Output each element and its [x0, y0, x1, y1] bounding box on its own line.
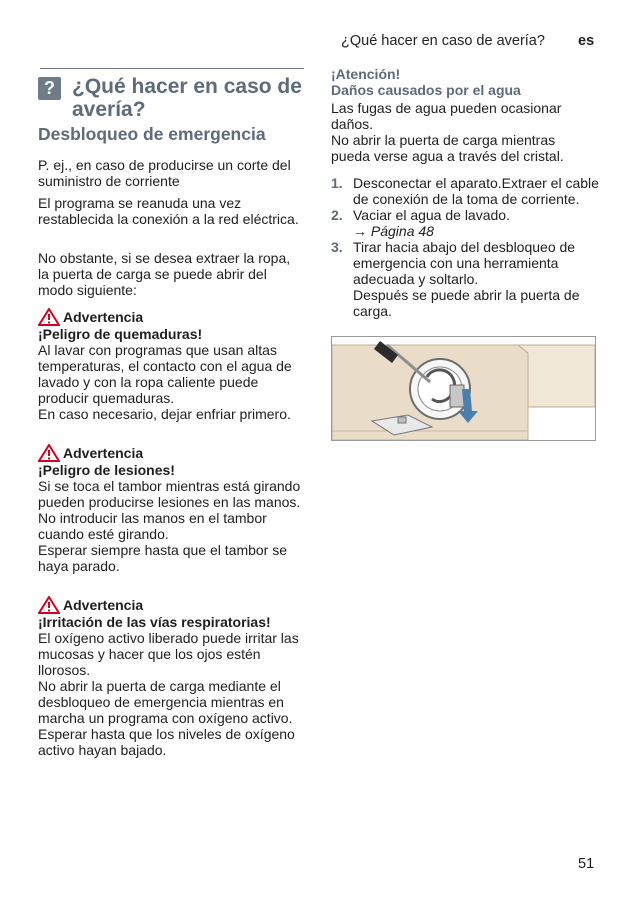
paragraph: No obstante, si se desea extraer la ropa, la puerta de carga se puede abrir del modo siguiente:	[38, 250, 291, 298]
warning-subtitle: ¡Peligro de quemaduras!	[38, 326, 203, 342]
header-title: ¿Qué hacer en caso de avería?	[341, 33, 545, 49]
warning-text: El oxígeno activo liberado puede irritar las mucosas y hacer que los ojos estén llorosos.	[38, 630, 299, 678]
warning-text: En caso necesario, dejar enfriar primero.	[38, 406, 291, 422]
warning-label: Advertencia	[63, 309, 144, 325]
warning-triangle-icon	[38, 308, 60, 326]
warning-box	[38, 444, 306, 574]
step-item	[331, 175, 599, 207]
paragraph: P. ej., en caso de producirse un corte del suministro de corriente	[38, 157, 291, 189]
step-text: Desconectar el aparato.Extraer el cable de conexión de la toma de corriente.	[353, 175, 599, 207]
warning-label: Advertencia	[63, 445, 144, 461]
attention-text: No abrir la puerta de carga mientras pueda verse agua a través del cristal.	[331, 132, 564, 164]
arrow-right-icon: →	[353, 223, 367, 239]
warning-triangle-icon	[38, 596, 60, 614]
header-language: es	[578, 33, 595, 49]
emergency-release-illustration	[331, 336, 596, 441]
step-number: 3.	[331, 239, 343, 255]
warning-box	[38, 596, 306, 758]
step-text: Vaciar el agua de lavado.	[353, 207, 510, 223]
warning-text: Esperar hasta que los niveles de oxígeno activo hayan bajado.	[38, 726, 295, 758]
paragraph: El programa se reanuda una vez restablecida la conexión a la red eléctrica.	[38, 195, 299, 227]
step-number: 1.	[331, 175, 343, 191]
title-rule	[40, 68, 304, 69]
attention-subtitle: Daños causados por el agua	[331, 82, 521, 98]
warning-header	[38, 444, 306, 462]
step-text: Después se puede abrir la puerta de carga.	[353, 287, 580, 319]
step-item	[331, 239, 599, 319]
page-reference-text: Página 48	[370, 223, 434, 239]
running-header	[0, 33, 638, 53]
page-number: 51	[578, 856, 595, 872]
page-title: ¿Qué hacer en caso de avería?	[72, 75, 302, 121]
warning-text: Esperar siempre hasta que el tambor se haya parado.	[38, 542, 288, 574]
warning-box	[38, 308, 306, 422]
attention-text: Las fugas de agua pueden ocasionar daños.	[331, 100, 562, 132]
question-mark-icon: ?	[38, 77, 61, 100]
section-title: Desbloqueo de emergencia	[38, 124, 266, 144]
warning-text: No introducir las manos en el tambor cuando esté girando.	[38, 510, 267, 542]
warning-header	[38, 308, 306, 326]
warning-triangle-icon	[38, 444, 60, 462]
warning-header	[38, 596, 306, 614]
step-item	[331, 207, 599, 239]
warning-text: No abrir la puerta de carga mediante el desbloqueo de emergencia mientras en marcha un programa con oxígeno activo.	[38, 678, 293, 726]
warning-text: Si se toca el tambor mientras está girando pueden producirse lesiones en las manos.	[38, 478, 301, 510]
machine-illustration-icon	[332, 337, 595, 440]
warning-text: Al lavar con programas que usan altas temperaturas, el contacto con el agua de lavado y con la ropa caliente puede producir quemaduras.	[38, 342, 292, 406]
warning-subtitle: ¡Irritación de las vías respiratorias!	[38, 614, 271, 630]
attention-title: ¡Atención!	[331, 66, 401, 82]
step-text: Tirar hacia abajo del desbloqueo de emergencia con una herramienta adecuada y soltarlo.	[353, 239, 576, 287]
steps-list	[331, 175, 599, 319]
page-reference[interactable]	[353, 223, 599, 239]
step-number: 2.	[331, 207, 343, 223]
warning-label: Advertencia	[63, 597, 144, 613]
warning-subtitle: ¡Peligro de lesiones!	[38, 462, 175, 478]
attention-box	[331, 66, 596, 164]
